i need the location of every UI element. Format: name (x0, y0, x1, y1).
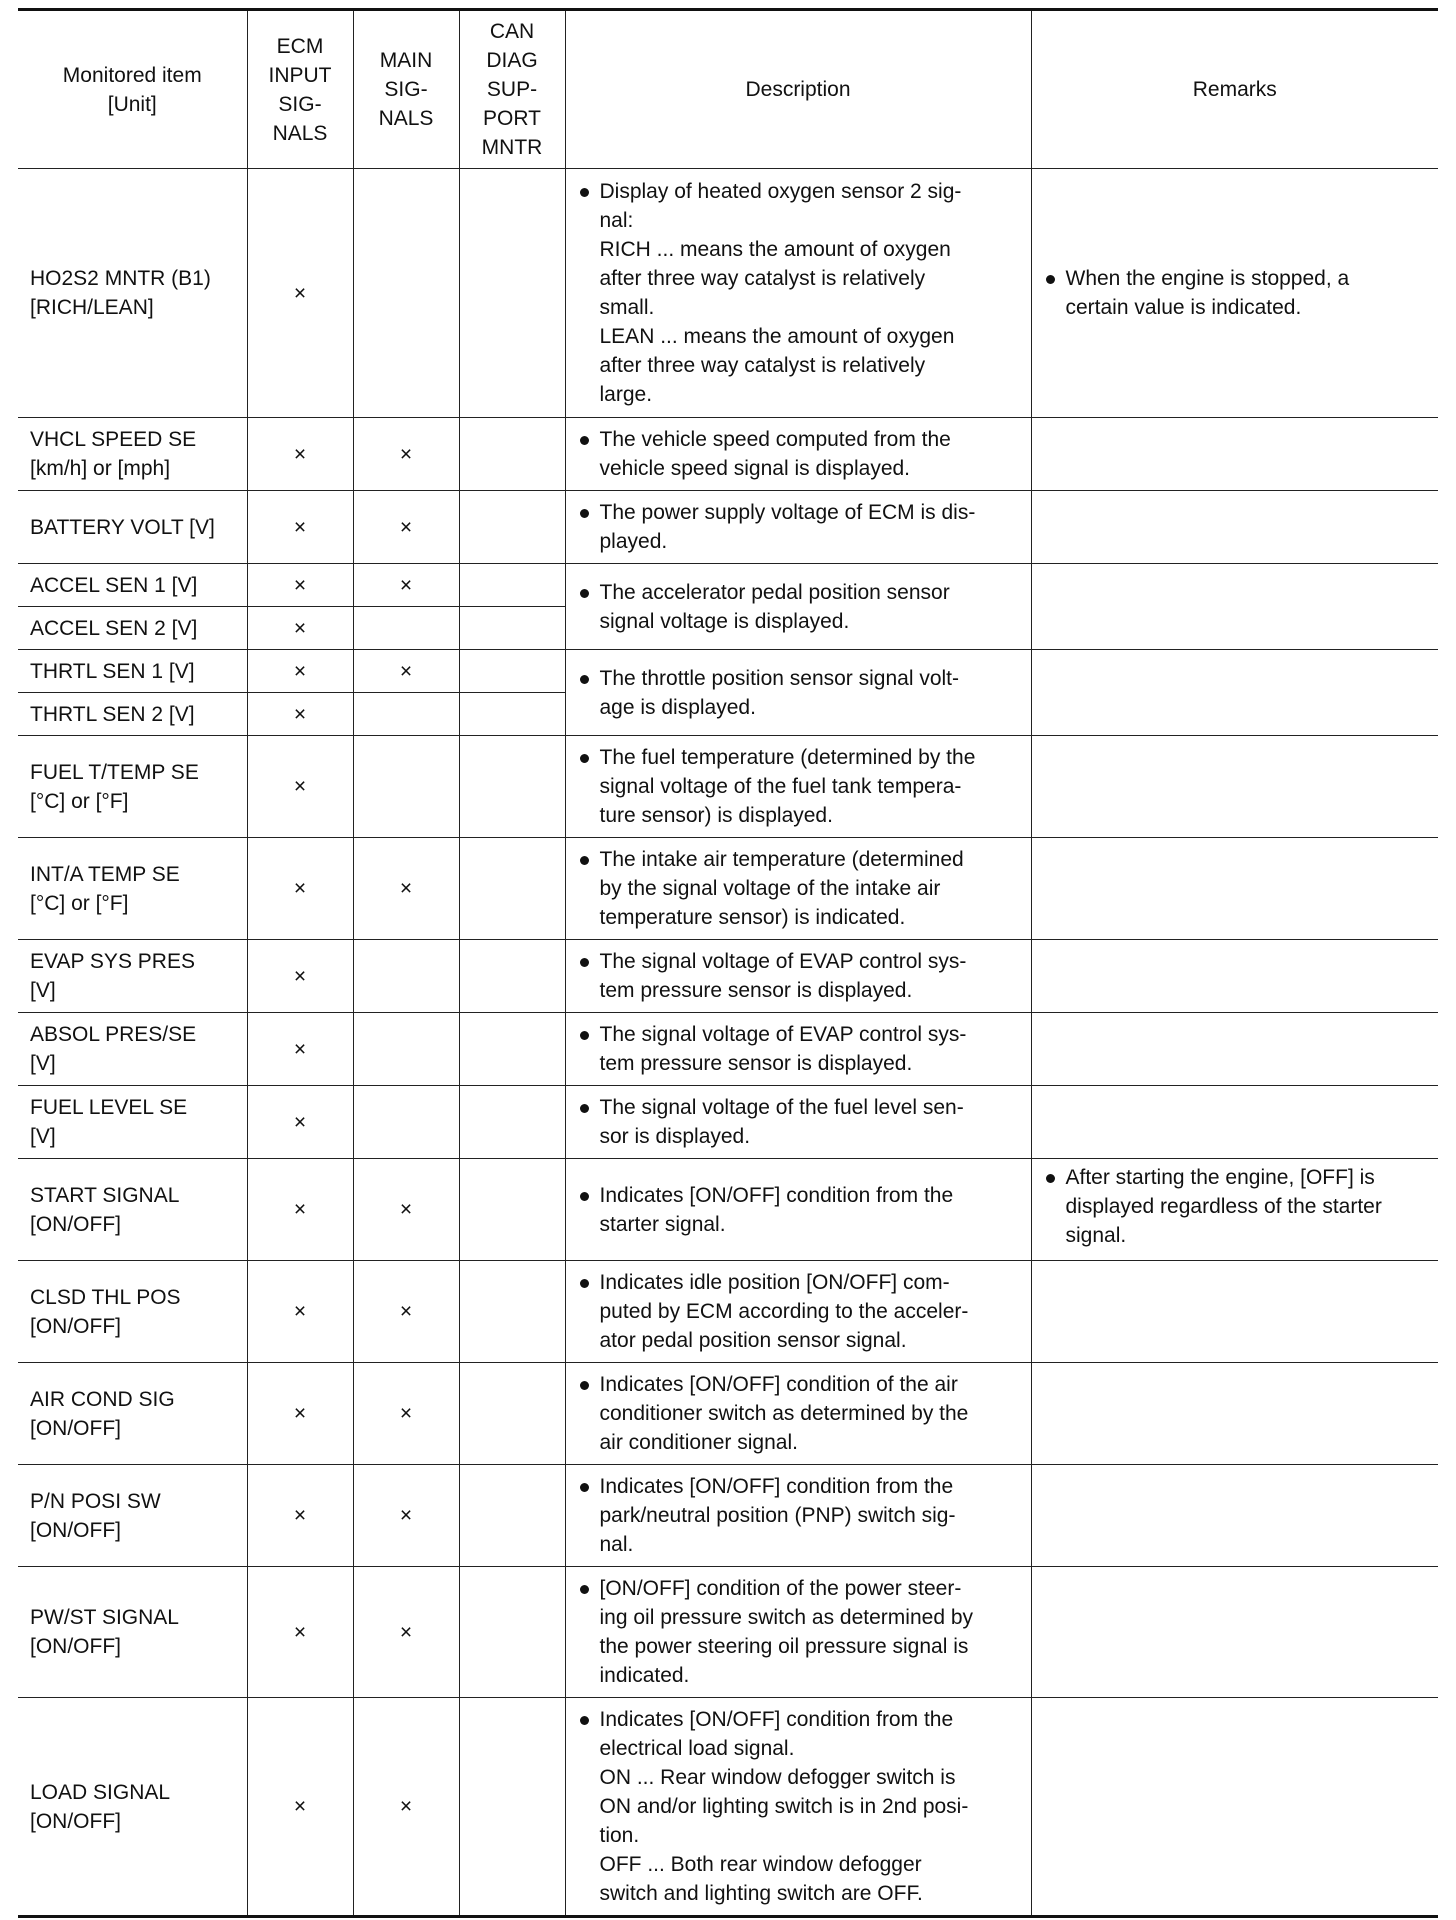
remarks-cell (1031, 940, 1438, 1013)
table-row (18, 1698, 1438, 1917)
description-bullet: The signal voltage of EVAP control sys- tem pressure sensor is displayed. (578, 947, 1019, 1005)
main-signal-mark (353, 1086, 459, 1159)
description-cell (565, 1086, 1031, 1159)
monitored-item-cell: PW/ST SIGNAL [ON/OFF] (18, 1567, 247, 1698)
description-bullet: Indicates [ON/OFF] condition of the air conditioner switch as determined by the air conditioner signal. (578, 1370, 1019, 1457)
ecm-input-mark: × (247, 491, 353, 564)
ecm-input-mark: × (247, 607, 353, 650)
table-row (18, 169, 1438, 418)
ecm-input-mark: × (247, 1363, 353, 1465)
ecm-input-mark: × (247, 650, 353, 693)
monitored-item-cell: ABSOL PRES/SE [V] (18, 1013, 247, 1086)
header-monitored-item: Monitored item [Unit] (18, 10, 247, 169)
table-row (18, 940, 1438, 1013)
main-signal-mark (353, 940, 459, 1013)
monitored-item-cell: EVAP SYS PRES [V] (18, 940, 247, 1013)
can-diag-mark (459, 418, 565, 491)
main-signal-mark: × (353, 650, 459, 693)
ecm-input-mark: × (247, 564, 353, 607)
description-cell (565, 1159, 1031, 1261)
main-signal-mark: × (353, 1261, 459, 1363)
main-signal-mark: × (353, 418, 459, 491)
description-bullet: Indicates [ON/OFF] condition from the electrical load signal. ON ... Rear window defogger switch is ON and/or lighting switch is in 2nd posi- tion. OFF ... Both rear window defogger switch and lighting switch are OFF. (578, 1705, 1019, 1908)
main-signal-mark (353, 736, 459, 838)
monitored-item-cell: BATTERY VOLT [V] (18, 491, 247, 564)
remarks-cell (1031, 1363, 1438, 1465)
remarks-bullet: After starting the engine, [OFF] is displayed regardless of the starter signal. (1044, 1163, 1427, 1250)
description-cell (565, 736, 1031, 838)
remarks-cell (1031, 1465, 1438, 1567)
remarks-bullet: When the engine is stopped, a certain value is indicated. (1044, 264, 1427, 322)
can-diag-mark (459, 491, 565, 564)
description-bullet: The intake air temperature (determined by the signal voltage of the intake air temperature sensor) is indicated. (578, 845, 1019, 932)
main-signal-mark: × (353, 564, 459, 607)
ecm-input-mark: × (247, 418, 353, 491)
table-row (18, 418, 1438, 491)
ecm-input-mark: × (247, 1013, 353, 1086)
remarks-cell (1031, 1086, 1438, 1159)
remarks-cell (1031, 838, 1438, 940)
can-diag-mark (459, 1086, 565, 1159)
monitor-items-table (18, 8, 1438, 1918)
ecm-input-mark: × (247, 1086, 353, 1159)
remarks-cell (1031, 736, 1438, 838)
can-diag-mark (459, 1465, 565, 1567)
description-bullet: Display of heated oxygen sensor 2 sig- nal: RICH ... means the amount of oxygen after three way catalyst is relatively small. LEAN ... means the amount of oxygen after three way catalyst is relatively large. (578, 177, 1019, 409)
table-row (18, 1086, 1438, 1159)
main-signal-mark (353, 1013, 459, 1086)
main-signal-mark: × (353, 1159, 459, 1261)
description-bullet: The power supply voltage of ECM is dis- played. (578, 498, 1019, 556)
description-cell (565, 564, 1031, 650)
ecm-input-mark: × (247, 1465, 353, 1567)
description-cell (565, 838, 1031, 940)
header-can-diag-support: CAN DIAG SUP- PORT MNTR (459, 10, 565, 169)
monitored-item-cell: AIR COND SIG [ON/OFF] (18, 1363, 247, 1465)
description-cell (565, 940, 1031, 1013)
ecm-input-mark: × (247, 1159, 353, 1261)
remarks-cell (1031, 169, 1438, 418)
table-row (18, 1363, 1438, 1465)
main-signal-mark (353, 607, 459, 650)
description-cell (565, 169, 1031, 418)
main-signal-mark: × (353, 491, 459, 564)
description-cell (565, 1363, 1031, 1465)
description-cell (565, 1698, 1031, 1917)
monitored-item-cell: INT/A TEMP SE [°C] or [°F] (18, 838, 247, 940)
ecm-input-mark: × (247, 1567, 353, 1698)
ecm-input-mark: × (247, 940, 353, 1013)
main-signal-mark: × (353, 1465, 459, 1567)
description-bullet: The vehicle speed computed from the vehicle speed signal is displayed. (578, 425, 1019, 483)
can-diag-mark (459, 940, 565, 1013)
main-signal-mark: × (353, 1363, 459, 1465)
monitored-item-cell: P/N POSI SW [ON/OFF] (18, 1465, 247, 1567)
monitored-item-cell: HO2S2 MNTR (B1) [RICH/LEAN] (18, 169, 247, 418)
can-diag-mark (459, 1363, 565, 1465)
description-bullet: The signal voltage of EVAP control sys- tem pressure sensor is displayed. (578, 1020, 1019, 1078)
description-bullet: The signal voltage of the fuel level sen- sor is displayed. (578, 1093, 1019, 1151)
table-row (18, 1013, 1438, 1086)
table-row (18, 736, 1438, 838)
header-remarks: Remarks (1031, 10, 1438, 169)
monitored-item-cell: FUEL LEVEL SE [V] (18, 1086, 247, 1159)
can-diag-mark (459, 564, 565, 607)
description-cell (565, 1261, 1031, 1363)
remarks-cell (1031, 1698, 1438, 1917)
main-signal-mark: × (353, 838, 459, 940)
description-bullet: [ON/OFF] condition of the power steer- ing oil pressure switch as determined by the power steering oil pressure signal is indicated. (578, 1574, 1019, 1690)
can-diag-mark (459, 1567, 565, 1698)
remarks-cell (1031, 418, 1438, 491)
description-bullet: The accelerator pedal position sensor signal voltage is displayed. (578, 578, 1019, 636)
can-diag-mark (459, 1698, 565, 1917)
monitored-item-cell: VHCL SPEED SE [km/h] or [mph] (18, 418, 247, 491)
description-cell (565, 650, 1031, 736)
can-diag-mark (459, 838, 565, 940)
description-cell (565, 1567, 1031, 1698)
can-diag-mark (459, 607, 565, 650)
can-diag-mark (459, 693, 565, 736)
monitored-item-cell: ACCEL SEN 2 [V] (18, 607, 247, 650)
can-diag-mark (459, 1013, 565, 1086)
description-bullet: Indicates [ON/OFF] condition from the park/neutral position (PNP) switch sig- nal. (578, 1472, 1019, 1559)
ecm-input-mark: × (247, 169, 353, 418)
header-ecm-input-signals: ECM INPUT SIG- NALS (247, 10, 353, 169)
description-bullet: The fuel temperature (determined by the signal voltage of the fuel tank tempera- ture sensor) is displayed. (578, 743, 1019, 830)
table-row (18, 838, 1438, 940)
table-row (18, 1465, 1438, 1567)
main-signal-mark (353, 693, 459, 736)
main-signal-mark: × (353, 1698, 459, 1917)
remarks-cell (1031, 491, 1438, 564)
main-signal-mark: × (353, 1567, 459, 1698)
can-diag-mark (459, 736, 565, 838)
table-row (18, 650, 1438, 693)
ecm-input-mark: × (247, 693, 353, 736)
header-row (18, 10, 1438, 169)
description-cell (565, 1013, 1031, 1086)
description-bullet: Indicates [ON/OFF] condition from the starter signal. (578, 1181, 1019, 1239)
table-row (18, 1159, 1438, 1261)
description-cell (565, 418, 1031, 491)
description-cell (565, 491, 1031, 564)
description-bullet: The throttle position sensor signal volt- age is displayed. (578, 664, 1019, 722)
description-bullet: Indicates idle position [ON/OFF] com- puted by ECM according to the acceler- ator pedal position sensor signal. (578, 1268, 1019, 1355)
monitored-item-cell: THRTL SEN 2 [V] (18, 693, 247, 736)
main-signal-mark (353, 169, 459, 418)
can-diag-mark (459, 1159, 565, 1261)
remarks-cell (1031, 1159, 1438, 1261)
remarks-cell (1031, 650, 1438, 736)
remarks-cell (1031, 1013, 1438, 1086)
can-diag-mark (459, 650, 565, 693)
monitored-item-cell: ACCEL SEN 1 [V] (18, 564, 247, 607)
ecm-input-mark: × (247, 1698, 353, 1917)
monitored-item-cell: CLSD THL POS [ON/OFF] (18, 1261, 247, 1363)
can-diag-mark (459, 169, 565, 418)
monitored-item-cell: FUEL T/TEMP SE [°C] or [°F] (18, 736, 247, 838)
remarks-cell (1031, 564, 1438, 650)
table-row (18, 1567, 1438, 1698)
table-row (18, 1261, 1438, 1363)
header-main-signals: MAIN SIG- NALS (353, 10, 459, 169)
remarks-cell (1031, 1567, 1438, 1698)
description-cell (565, 1465, 1031, 1567)
ecm-input-mark: × (247, 736, 353, 838)
monitored-item-cell: START SIGNAL [ON/OFF] (18, 1159, 247, 1261)
remarks-cell (1031, 1261, 1438, 1363)
header-description: Description (565, 10, 1031, 169)
ecm-input-mark: × (247, 1261, 353, 1363)
can-diag-mark (459, 1261, 565, 1363)
ecm-input-mark: × (247, 838, 353, 940)
table-row (18, 491, 1438, 564)
table-row (18, 564, 1438, 607)
monitored-item-cell: LOAD SIGNAL [ON/OFF] (18, 1698, 247, 1917)
monitored-item-cell: THRTL SEN 1 [V] (18, 650, 247, 693)
